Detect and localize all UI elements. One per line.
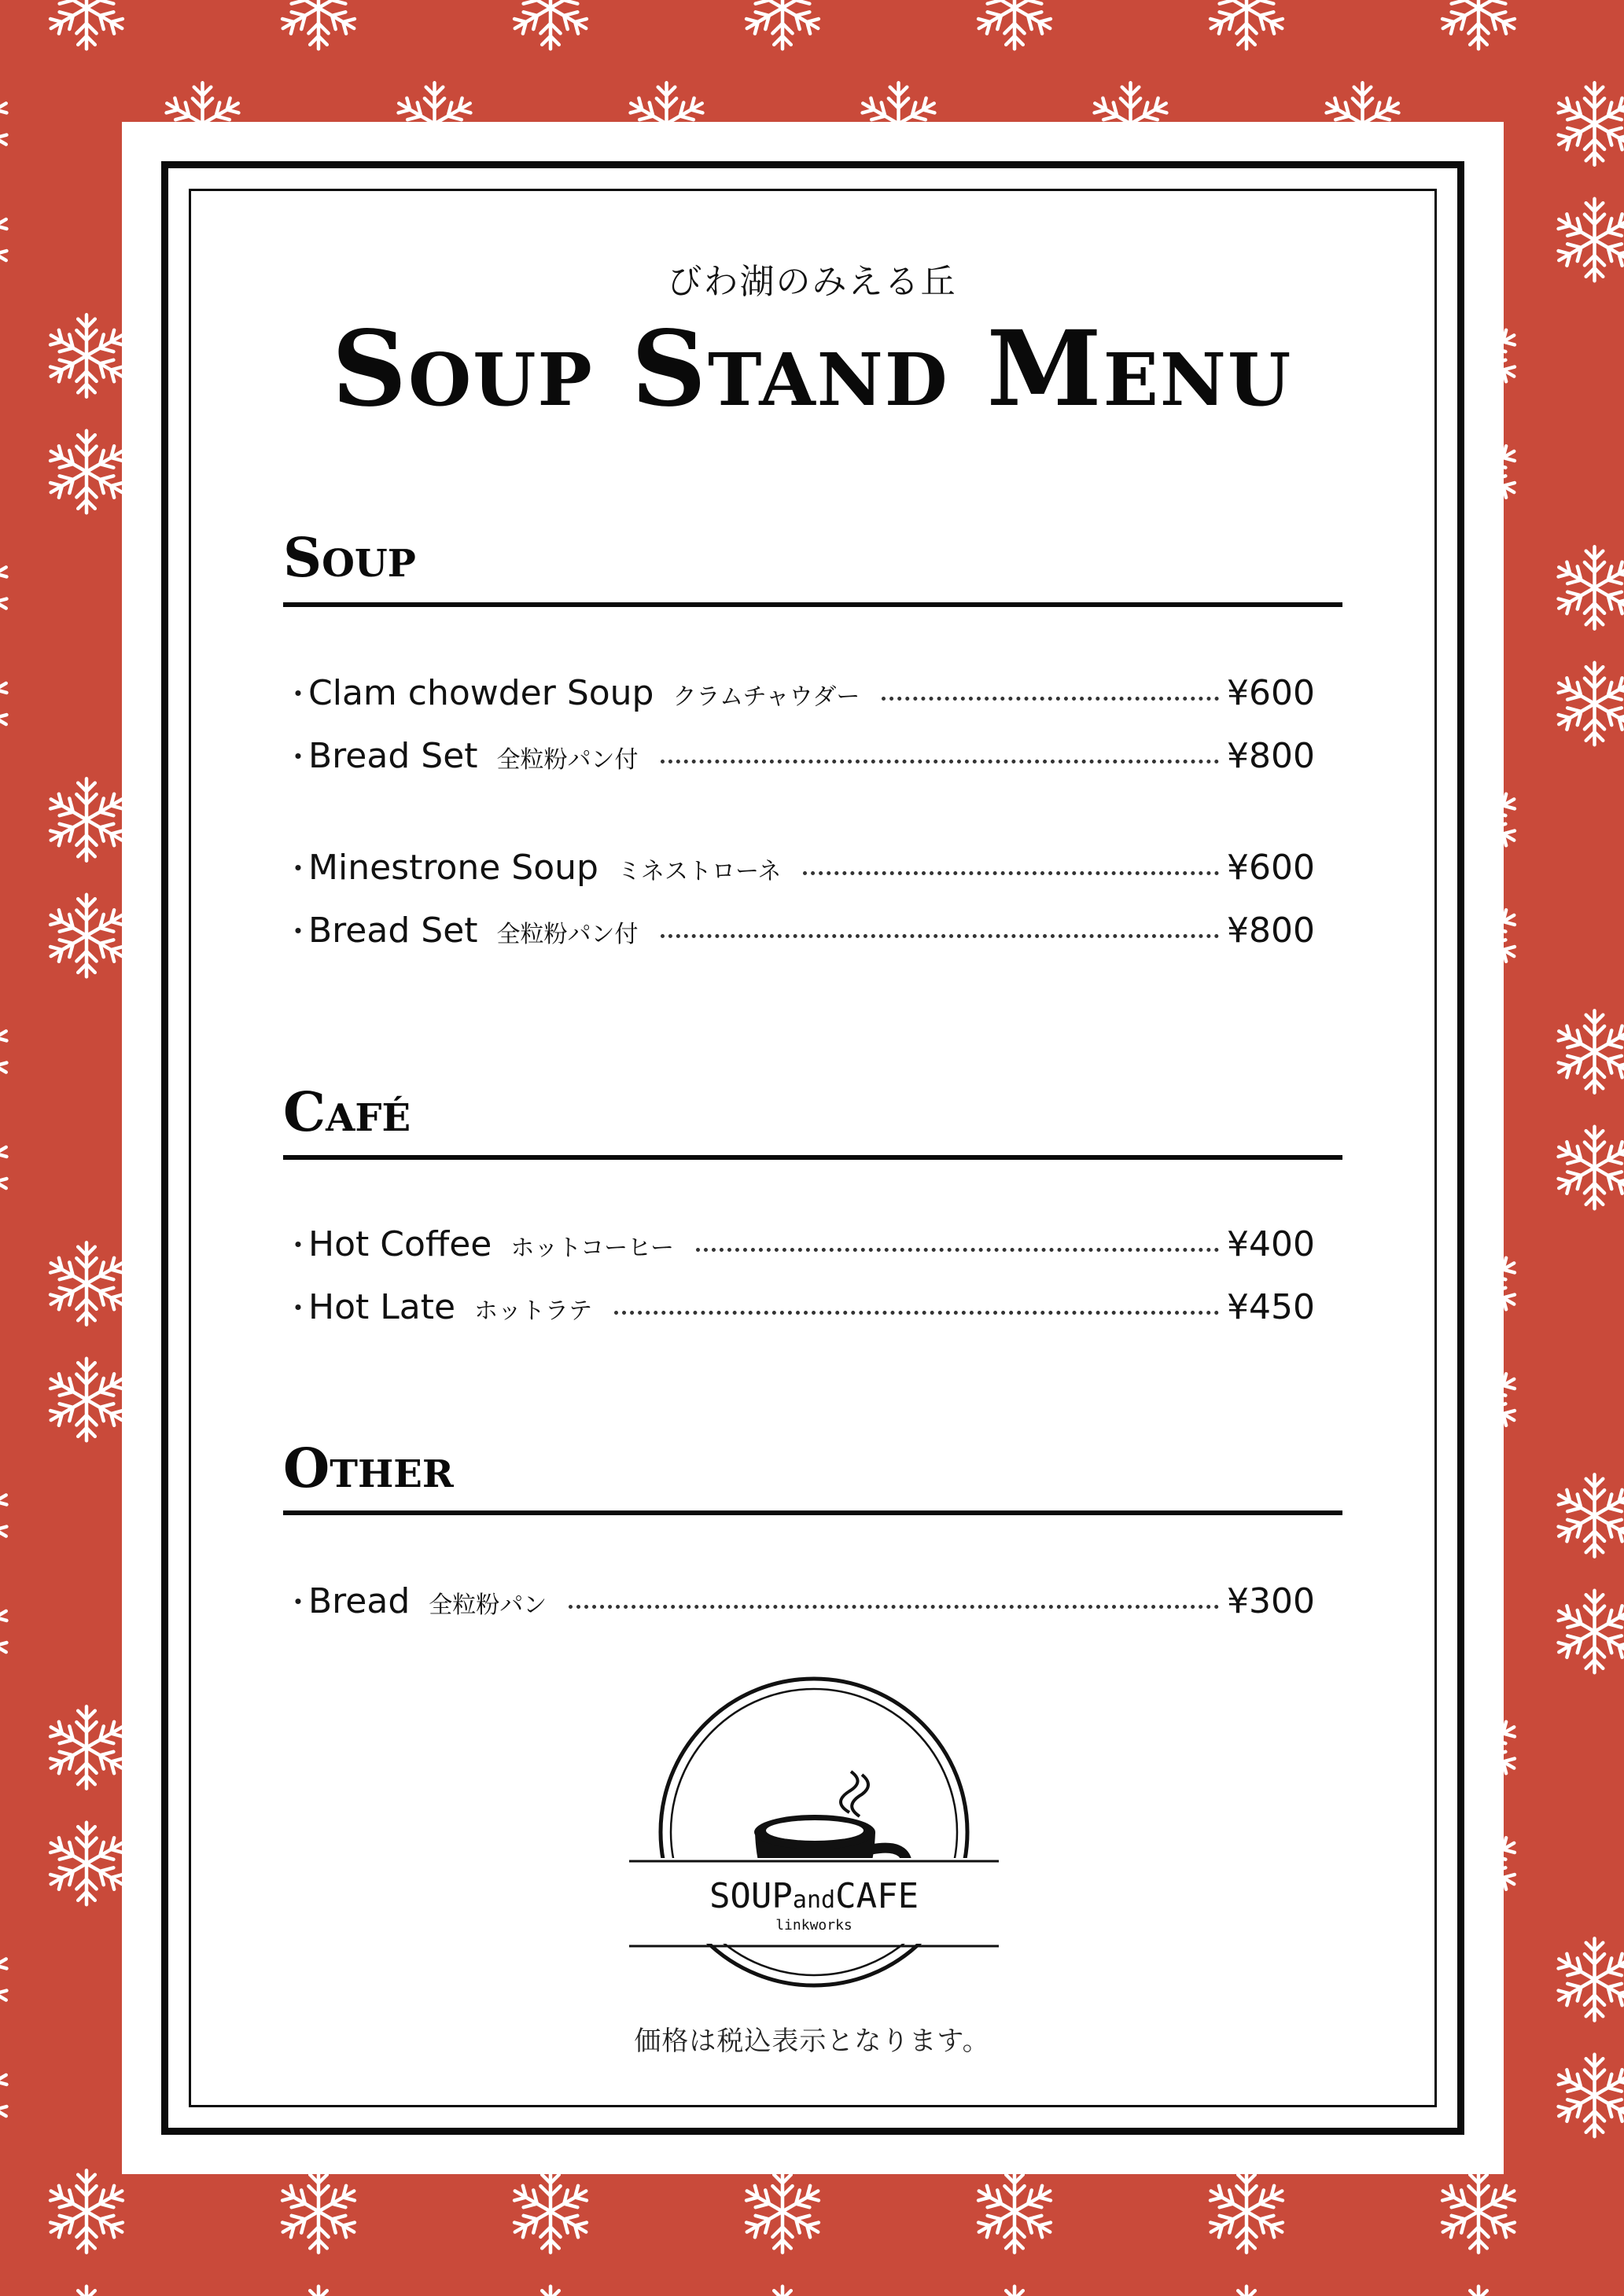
item-name: Hot Coffee (308, 1224, 492, 1264)
menu-item-hot-coffee (283, 1221, 1315, 1268)
item-name: Clam chowder Soup (308, 673, 654, 713)
item-name: Bread (308, 1581, 411, 1621)
item-price: ¥400 (1227, 1224, 1315, 1264)
menu-item-hot-late (283, 1284, 1315, 1331)
snowflake-icon (1554, 2055, 1624, 2136)
snowflake-icon (278, 2287, 359, 2296)
snowflake-icon (46, 1823, 127, 1904)
item-name: Bread Set (308, 911, 478, 951)
snowflake-icon (1554, 1938, 1624, 2020)
snowflake-icon (46, 431, 127, 513)
snowflake-icon (974, 0, 1055, 49)
snowflake-icon (46, 1706, 127, 1788)
logo-brand-sub: linkworks (775, 1917, 853, 1934)
item-name-jp: 全粒粉パン (429, 1591, 547, 1619)
snowflake-icon (974, 2287, 1055, 2296)
location-subtitle: びわ湖のみえる丘 (667, 262, 957, 302)
item-price: ¥800 (1227, 736, 1315, 776)
menu-item-bread-set-2 (283, 907, 1315, 955)
section-heading-cafe: Café (283, 1081, 411, 1144)
dot-leader (661, 931, 1220, 938)
snowflake-icon (46, 1242, 127, 1324)
snowflake-icon (1438, 0, 1519, 49)
item-name-jp: 全粒粉パン付 (496, 746, 639, 774)
bullet: ・ (283, 740, 314, 775)
snowflake-icon (742, 2170, 823, 2252)
dot-leader (696, 1245, 1219, 1252)
snowflake-icon (46, 895, 127, 977)
item-name-jp: ホットラテ (474, 1297, 593, 1325)
item-price: ¥300 (1227, 1581, 1315, 1621)
bullet: ・ (283, 1228, 314, 1263)
snowflake-icon (0, 83, 11, 164)
item-price: ¥600 (1227, 673, 1315, 713)
section-rule-other (283, 1510, 1342, 1515)
snowflake-icon (1554, 546, 1624, 628)
snowflake-icon (0, 1591, 11, 1672)
snowflake-icon (742, 0, 823, 49)
dot-leader (803, 868, 1219, 875)
snowflake-icon (1554, 83, 1624, 164)
dot-leader (614, 1308, 1219, 1315)
soup-and-cafe-logo (621, 1667, 1007, 2005)
snowflake-icon (0, 1474, 11, 1556)
snowflake-icon (46, 2287, 127, 2296)
snowflake-icon (1438, 2170, 1519, 2252)
snowflake-icon (1206, 2287, 1287, 2296)
snowflake-icon (46, 0, 127, 49)
dot-leader (569, 1602, 1219, 1609)
section-rule-soup (283, 602, 1342, 607)
snowflake-icon (510, 2170, 591, 2252)
logo-brand-and: and (792, 1886, 836, 1914)
snowflake-icon (0, 2055, 11, 2136)
snowflake-icon (510, 0, 591, 49)
bullet: ・ (283, 914, 314, 949)
snowflake-icon (1554, 1591, 1624, 1672)
snowflake-icon (974, 2170, 1055, 2252)
snowflake-icon (1554, 1010, 1624, 1092)
section-heading-other: Other (283, 1437, 454, 1500)
item-price: ¥800 (1227, 911, 1315, 951)
item-price: ¥600 (1227, 848, 1315, 888)
bullet: ・ (283, 1585, 314, 1620)
item-name: Hot Late (308, 1287, 456, 1327)
item-name-jp: 全粒粉パン付 (496, 921, 639, 948)
logo-brand-cafe: CAFE (835, 1876, 919, 1916)
section-heading-soup: Soup (283, 527, 416, 590)
snowflake-icon (1438, 2287, 1519, 2296)
bullet: ・ (283, 852, 314, 886)
snowflake-icon (1554, 1474, 1624, 1556)
snowflake-icon (0, 1127, 11, 1209)
snowflake-icon (1554, 1127, 1624, 1209)
tax-note: 価格は税込表示となります。 (634, 2026, 990, 2057)
snowflake-icon (278, 0, 359, 49)
dot-leader (882, 694, 1219, 701)
snowflake-icon (46, 1359, 127, 1441)
snowflake-icon (0, 663, 11, 745)
snowflake-icon (278, 2170, 359, 2252)
section-rule-cafe (283, 1155, 1342, 1160)
snowflake-icon (0, 1010, 11, 1092)
snowflake-icon (46, 778, 127, 860)
snowflake-icon (742, 2287, 823, 2296)
item-name-jp: ホットコーヒー (510, 1234, 674, 1262)
menu-item-minestrone (283, 844, 1315, 892)
item-name: Bread Set (308, 736, 478, 776)
item-name-jp: ミネストローネ (617, 858, 782, 885)
menu-item-clam-chowder (283, 670, 1315, 717)
snowflake-icon (1206, 0, 1287, 49)
snowflake-icon (0, 546, 11, 628)
bullet: ・ (283, 677, 314, 712)
dot-leader (661, 756, 1220, 763)
item-name-jp: クラムチャウダー (672, 683, 860, 711)
menu-title: Soup Stand Menu (331, 308, 1293, 430)
bullet: ・ (283, 1291, 314, 1326)
snowflake-icon (0, 1938, 11, 2020)
item-name: Minestrone Soup (308, 848, 598, 888)
logo-brand-soup: SOUP (709, 1876, 793, 1916)
snowflake-icon (510, 2287, 591, 2296)
menu-item-bread-set-1 (283, 733, 1315, 780)
snowflake-icon (46, 2170, 127, 2252)
item-price: ¥450 (1227, 1287, 1315, 1327)
snowflake-icon (1554, 663, 1624, 745)
menu-item-bread (283, 1578, 1315, 1625)
snowflake-icon (1206, 2170, 1287, 2252)
